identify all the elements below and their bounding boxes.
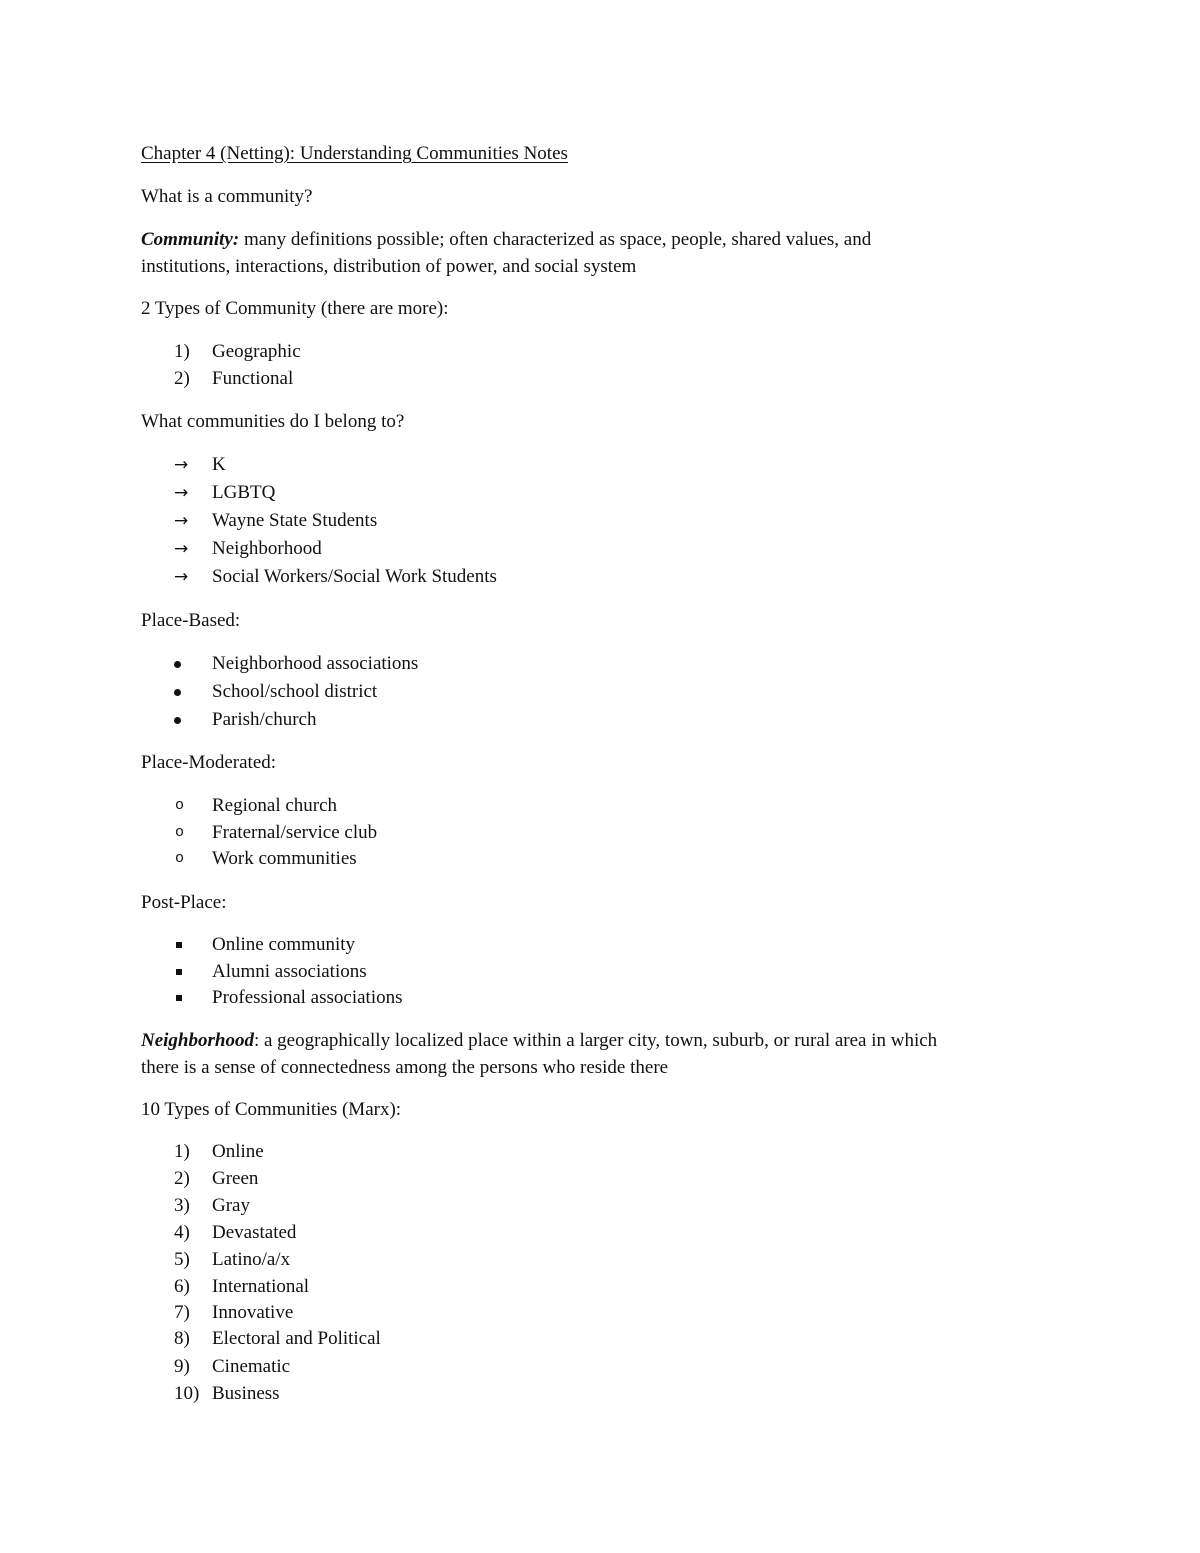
list-text: Cinematic [212, 1356, 291, 1377]
list-number: 1) [174, 341, 190, 362]
list-text: Innovative [212, 1302, 294, 1323]
list-text: Alumni associations [212, 961, 367, 982]
list-number: 8) [174, 1328, 190, 1349]
list-text: Neighborhood [212, 538, 322, 559]
list-text: Business [212, 1383, 280, 1404]
marx-heading: 10 Types of Communities (Marx): [141, 1099, 402, 1120]
square-bullet-icon [176, 995, 182, 1001]
place-based-heading: Place-Based: [141, 610, 241, 631]
bullet-icon [174, 717, 181, 724]
list-number: 2) [174, 1168, 190, 1189]
neighborhood-term: Neighborhood [141, 1030, 254, 1051]
neighborhood-definition-text: : a geographically localized place within a larger city, town, suburb, or rural area in which [253, 1030, 938, 1051]
arrow-icon: → [174, 567, 189, 587]
list-number: 5) [174, 1249, 190, 1270]
list-number: 7) [174, 1302, 190, 1323]
list-number: 4) [174, 1222, 190, 1243]
list-text: Gray [212, 1195, 250, 1216]
list-text: Work communities [212, 848, 357, 869]
community-definition-line2: institutions, interactions, distribution of power, and social system [141, 256, 637, 277]
arrow-icon: → [174, 455, 189, 475]
list-text: Electoral and Political [212, 1328, 381, 1349]
list-text: Geographic [212, 341, 301, 362]
list-text: Wayne State Students [212, 510, 378, 531]
question-what-is-community: What is a community? [141, 186, 313, 207]
bullet-icon [174, 689, 181, 696]
bullet-icon [174, 661, 181, 668]
list-number: 1) [174, 1141, 190, 1162]
list-text: Functional [212, 368, 294, 389]
list-text: Fraternal/service club [212, 822, 378, 843]
list-number: 2) [174, 368, 190, 389]
list-number: 3) [174, 1195, 190, 1216]
list-text: K [212, 454, 226, 475]
list-text: Green [212, 1168, 259, 1189]
list-number: 10) [174, 1383, 200, 1404]
list-text: Online [212, 1141, 264, 1162]
list-text: Latino/a/x [212, 1249, 291, 1270]
list-text: International [212, 1276, 310, 1297]
list-text: Neighborhood associations [212, 653, 419, 674]
circle-bullet-icon: o [175, 797, 185, 814]
circle-bullet-icon: o [175, 824, 185, 841]
types-heading: 2 Types of Community (there are more): [141, 298, 449, 319]
list-text: Online community [212, 934, 356, 955]
list-text: Regional church [212, 795, 338, 816]
post-place-heading: Post-Place: [141, 892, 227, 913]
neighborhood-definition-line1 [141, 1030, 937, 1052]
square-bullet-icon [176, 942, 182, 948]
belong-heading: What communities do I belong to? [141, 411, 405, 432]
arrow-icon: → [174, 539, 189, 559]
neighborhood-definition-line2: there is a sense of connectedness among the persons who reside there [141, 1057, 669, 1078]
arrow-icon: → [174, 483, 189, 503]
place-moderated-heading: Place-Moderated: [141, 752, 277, 773]
list-number: 6) [174, 1276, 190, 1297]
list-text: Professional associations [212, 987, 403, 1008]
list-text: School/school district [212, 681, 378, 702]
list-text: Devastated [212, 1222, 297, 1243]
community-definition-text: many definitions possible; often characterized as space, people, shared values, and [239, 229, 872, 250]
page-title: Chapter 4 (Netting): Understanding Communities Notes [141, 143, 568, 164]
circle-bullet-icon: o [175, 850, 185, 867]
list-text: Parish/church [212, 709, 317, 730]
list-text: LGBTQ [212, 482, 276, 503]
list-number: 9) [174, 1356, 190, 1377]
arrow-icon: → [174, 511, 189, 531]
community-term: Community: [141, 229, 240, 250]
square-bullet-icon [176, 969, 182, 975]
list-text: Social Workers/Social Work Students [212, 566, 497, 587]
community-definition-line1 [141, 229, 871, 251]
